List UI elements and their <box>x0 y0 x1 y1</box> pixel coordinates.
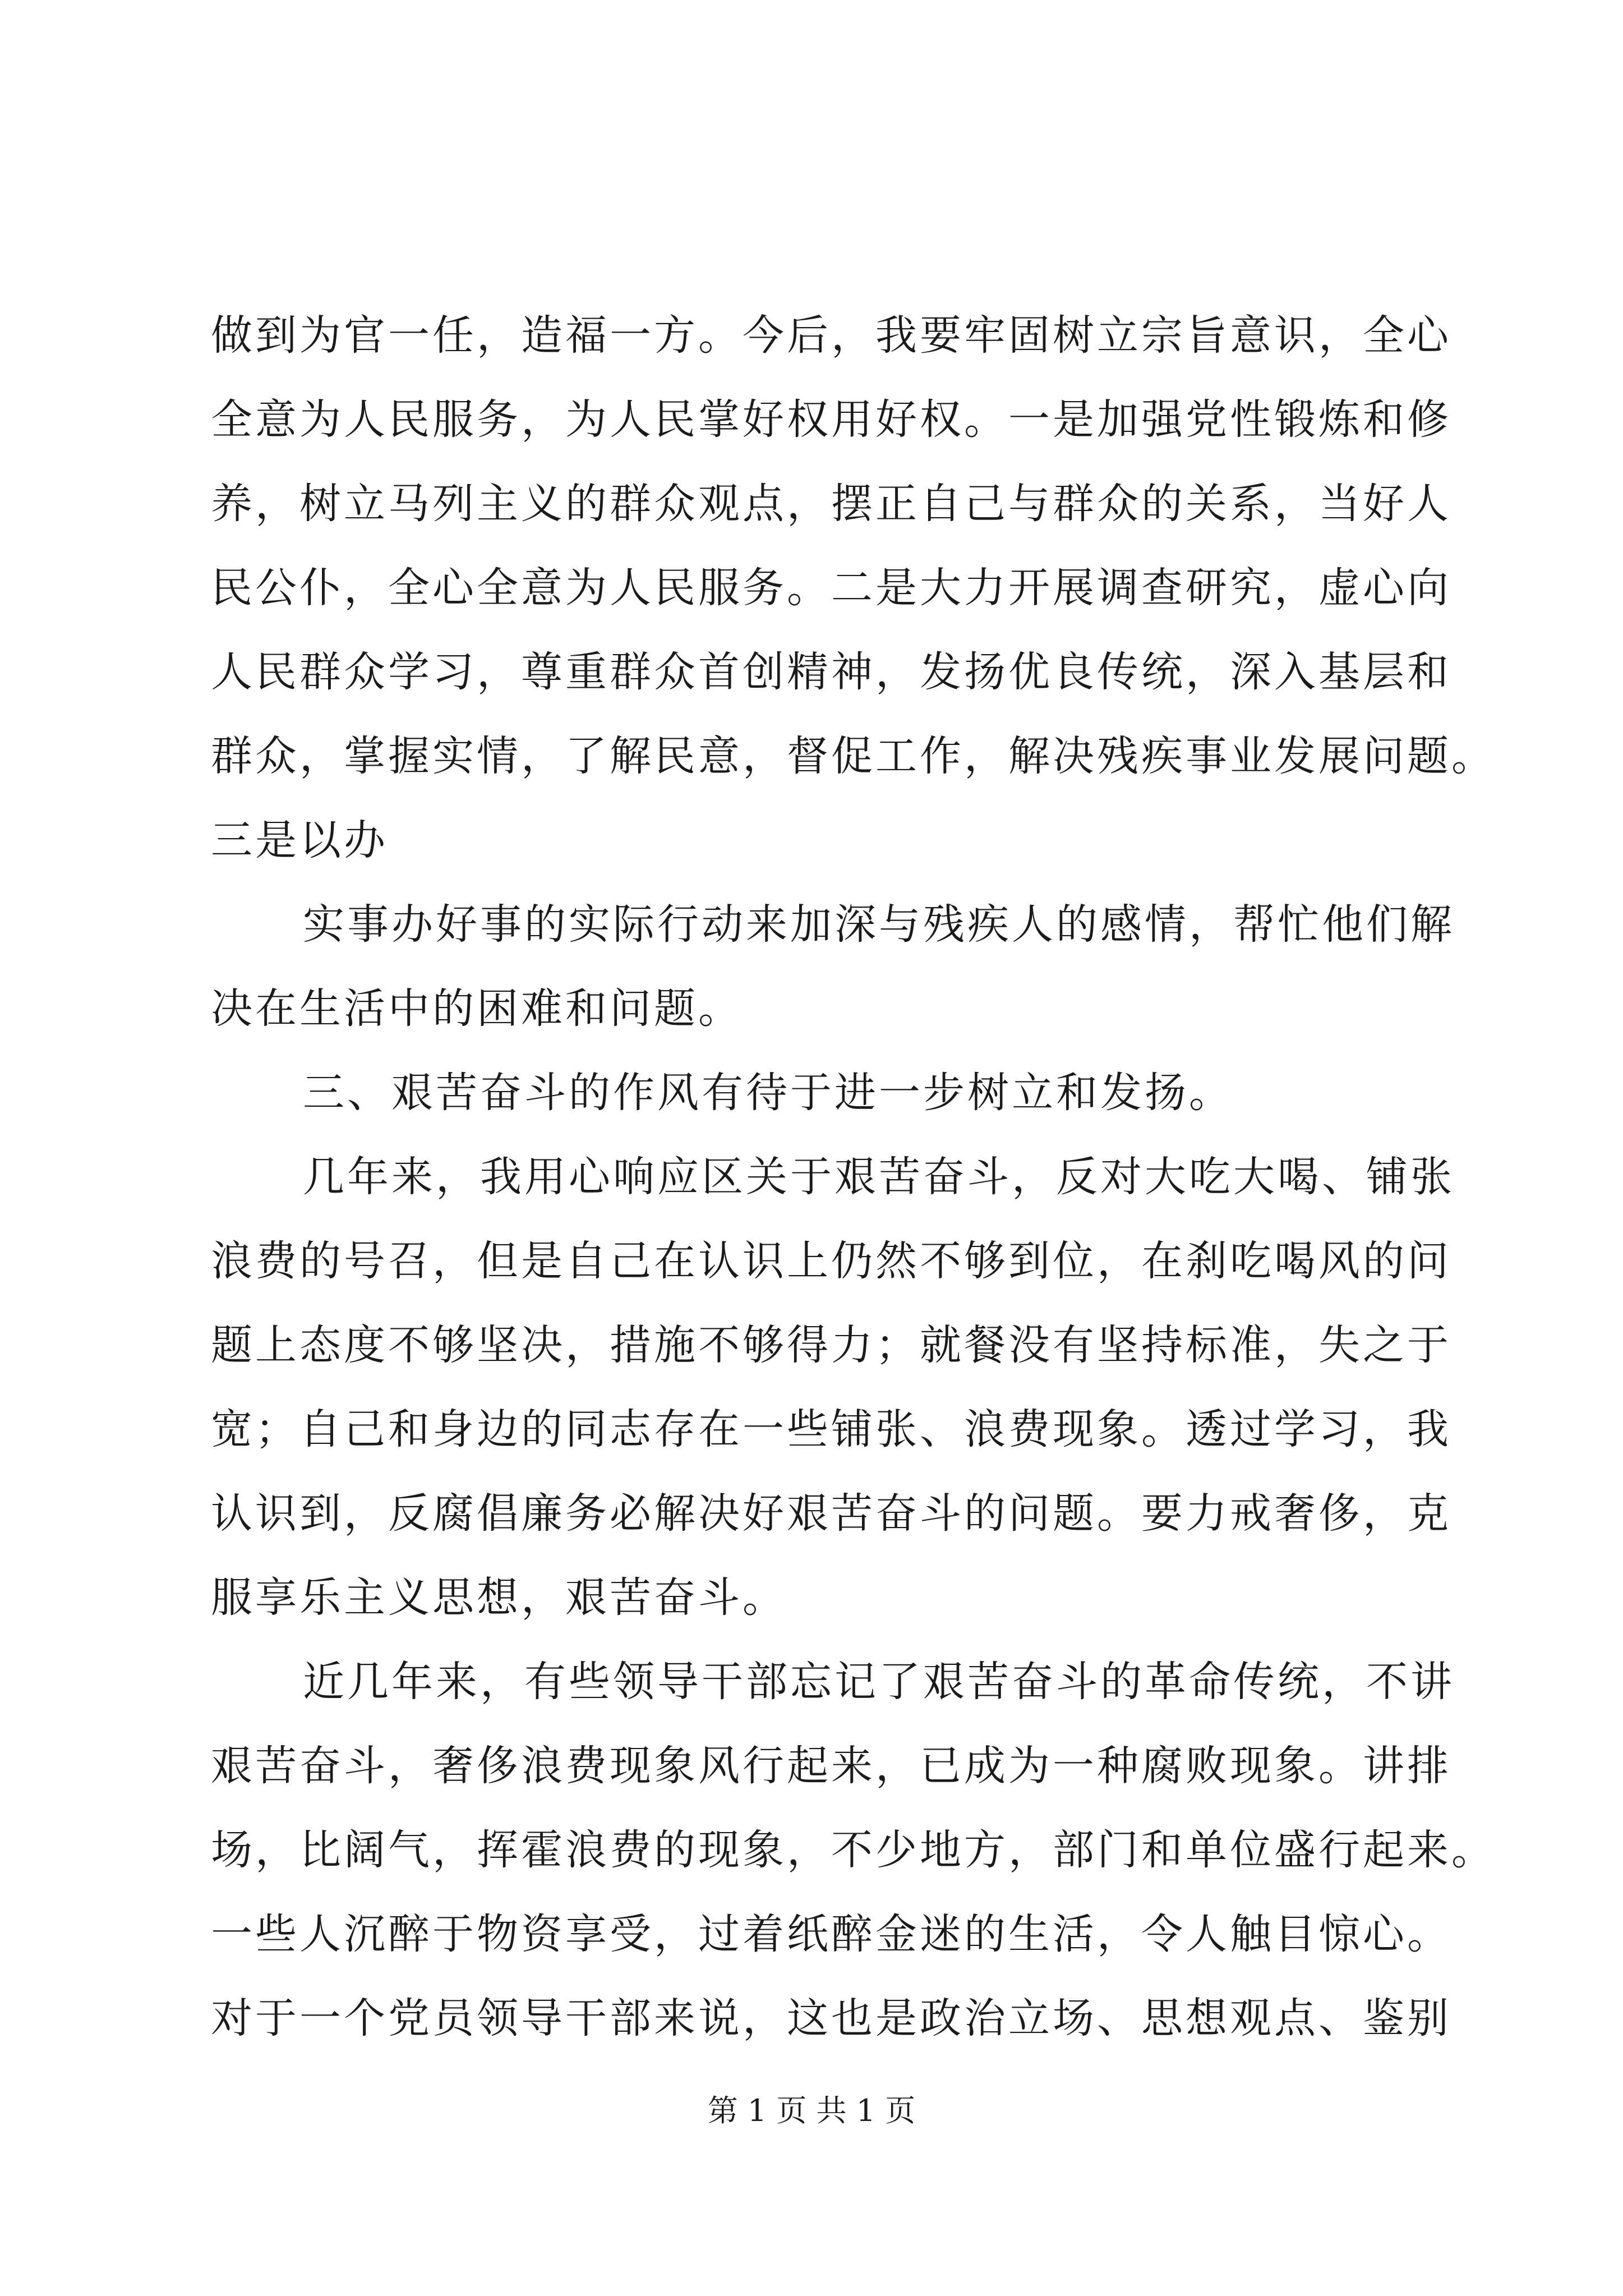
body-line-16: 服享乐主义思想，艰苦奋斗。 <box>211 1573 787 1622</box>
body-line-2: 全意为人民服务，为人民掌好权用好权。一是加强党性锻炼和修 <box>211 395 1451 444</box>
body-line-8: 实事办好事的实际行动来加深与残疾人的感情，帮忙他们解 <box>303 900 1455 949</box>
body-line-6: 群众，掌握实情，了解民意，督促工作，解决残疾事业发展问题。 <box>211 732 1496 780</box>
body-line-3: 养，树立马列主义的群众观点，摆正自己与群众的关系，当好人 <box>211 480 1451 528</box>
body-line-13: 题上态度不够坚决，措施不够得力；就餐没有坚持标准，失之于 <box>211 1321 1451 1369</box>
body-line-4: 民公仆，全心全意为人民服务。二是大力开展调查研究，虚心向 <box>211 564 1451 612</box>
body-line-12: 浪费的号召，但是自己在认识上仍然不够到位，在刹吃喝风的问 <box>211 1237 1451 1285</box>
body-line-5: 人民群众学习，尊重群众首创精神，发扬优良传统，深入基层和 <box>211 648 1451 696</box>
body-line-19: 场，比阔气，挥霍浪费的现象，不少地方，部门和单位盛行起来。 <box>211 1826 1496 1874</box>
body-line-17: 近几年来，有些领导干部忘记了艰苦奋斗的革命传统，不讲 <box>303 1658 1455 1706</box>
body-line-20: 一些人沉醉于物资享受，过着纸醉金迷的生活，令人触目惊心。 <box>211 1910 1451 1958</box>
page-footer: 第 1 页 共 1 页 <box>707 2093 916 2128</box>
body-line-15: 认识到，反腐倡廉务必解决好艰苦奋斗的问题。要力戒奢侈，克 <box>211 1489 1451 1538</box>
body-line-21: 对于一个党员领导干部来说，这也是政治立场、思想观点、鉴别 <box>211 1994 1451 2042</box>
body-line-1: 做到为官一任，造福一方。今后，我要牢固树立宗旨意识，全心 <box>211 311 1451 360</box>
section-heading: 三、艰苦奋斗的作风有待于进一步树立和发扬。 <box>303 1069 1233 1117</box>
body-line-14: 宽；自己和身边的同志存在一些铺张、浪费现象。透过学习，我 <box>211 1405 1451 1453</box>
body-line-7: 三是以办 <box>211 816 388 864</box>
body-line-9: 决在生活中的困难和问题。 <box>211 984 743 1033</box>
body-line-18: 艰苦奋斗，奢侈浪费现象风行起来，已成为一种腐败现象。讲排 <box>211 1742 1451 1790</box>
body-line-11: 几年来，我用心响应区关于艰苦奋斗，反对大吃大喝、铺张 <box>303 1153 1455 1201</box>
